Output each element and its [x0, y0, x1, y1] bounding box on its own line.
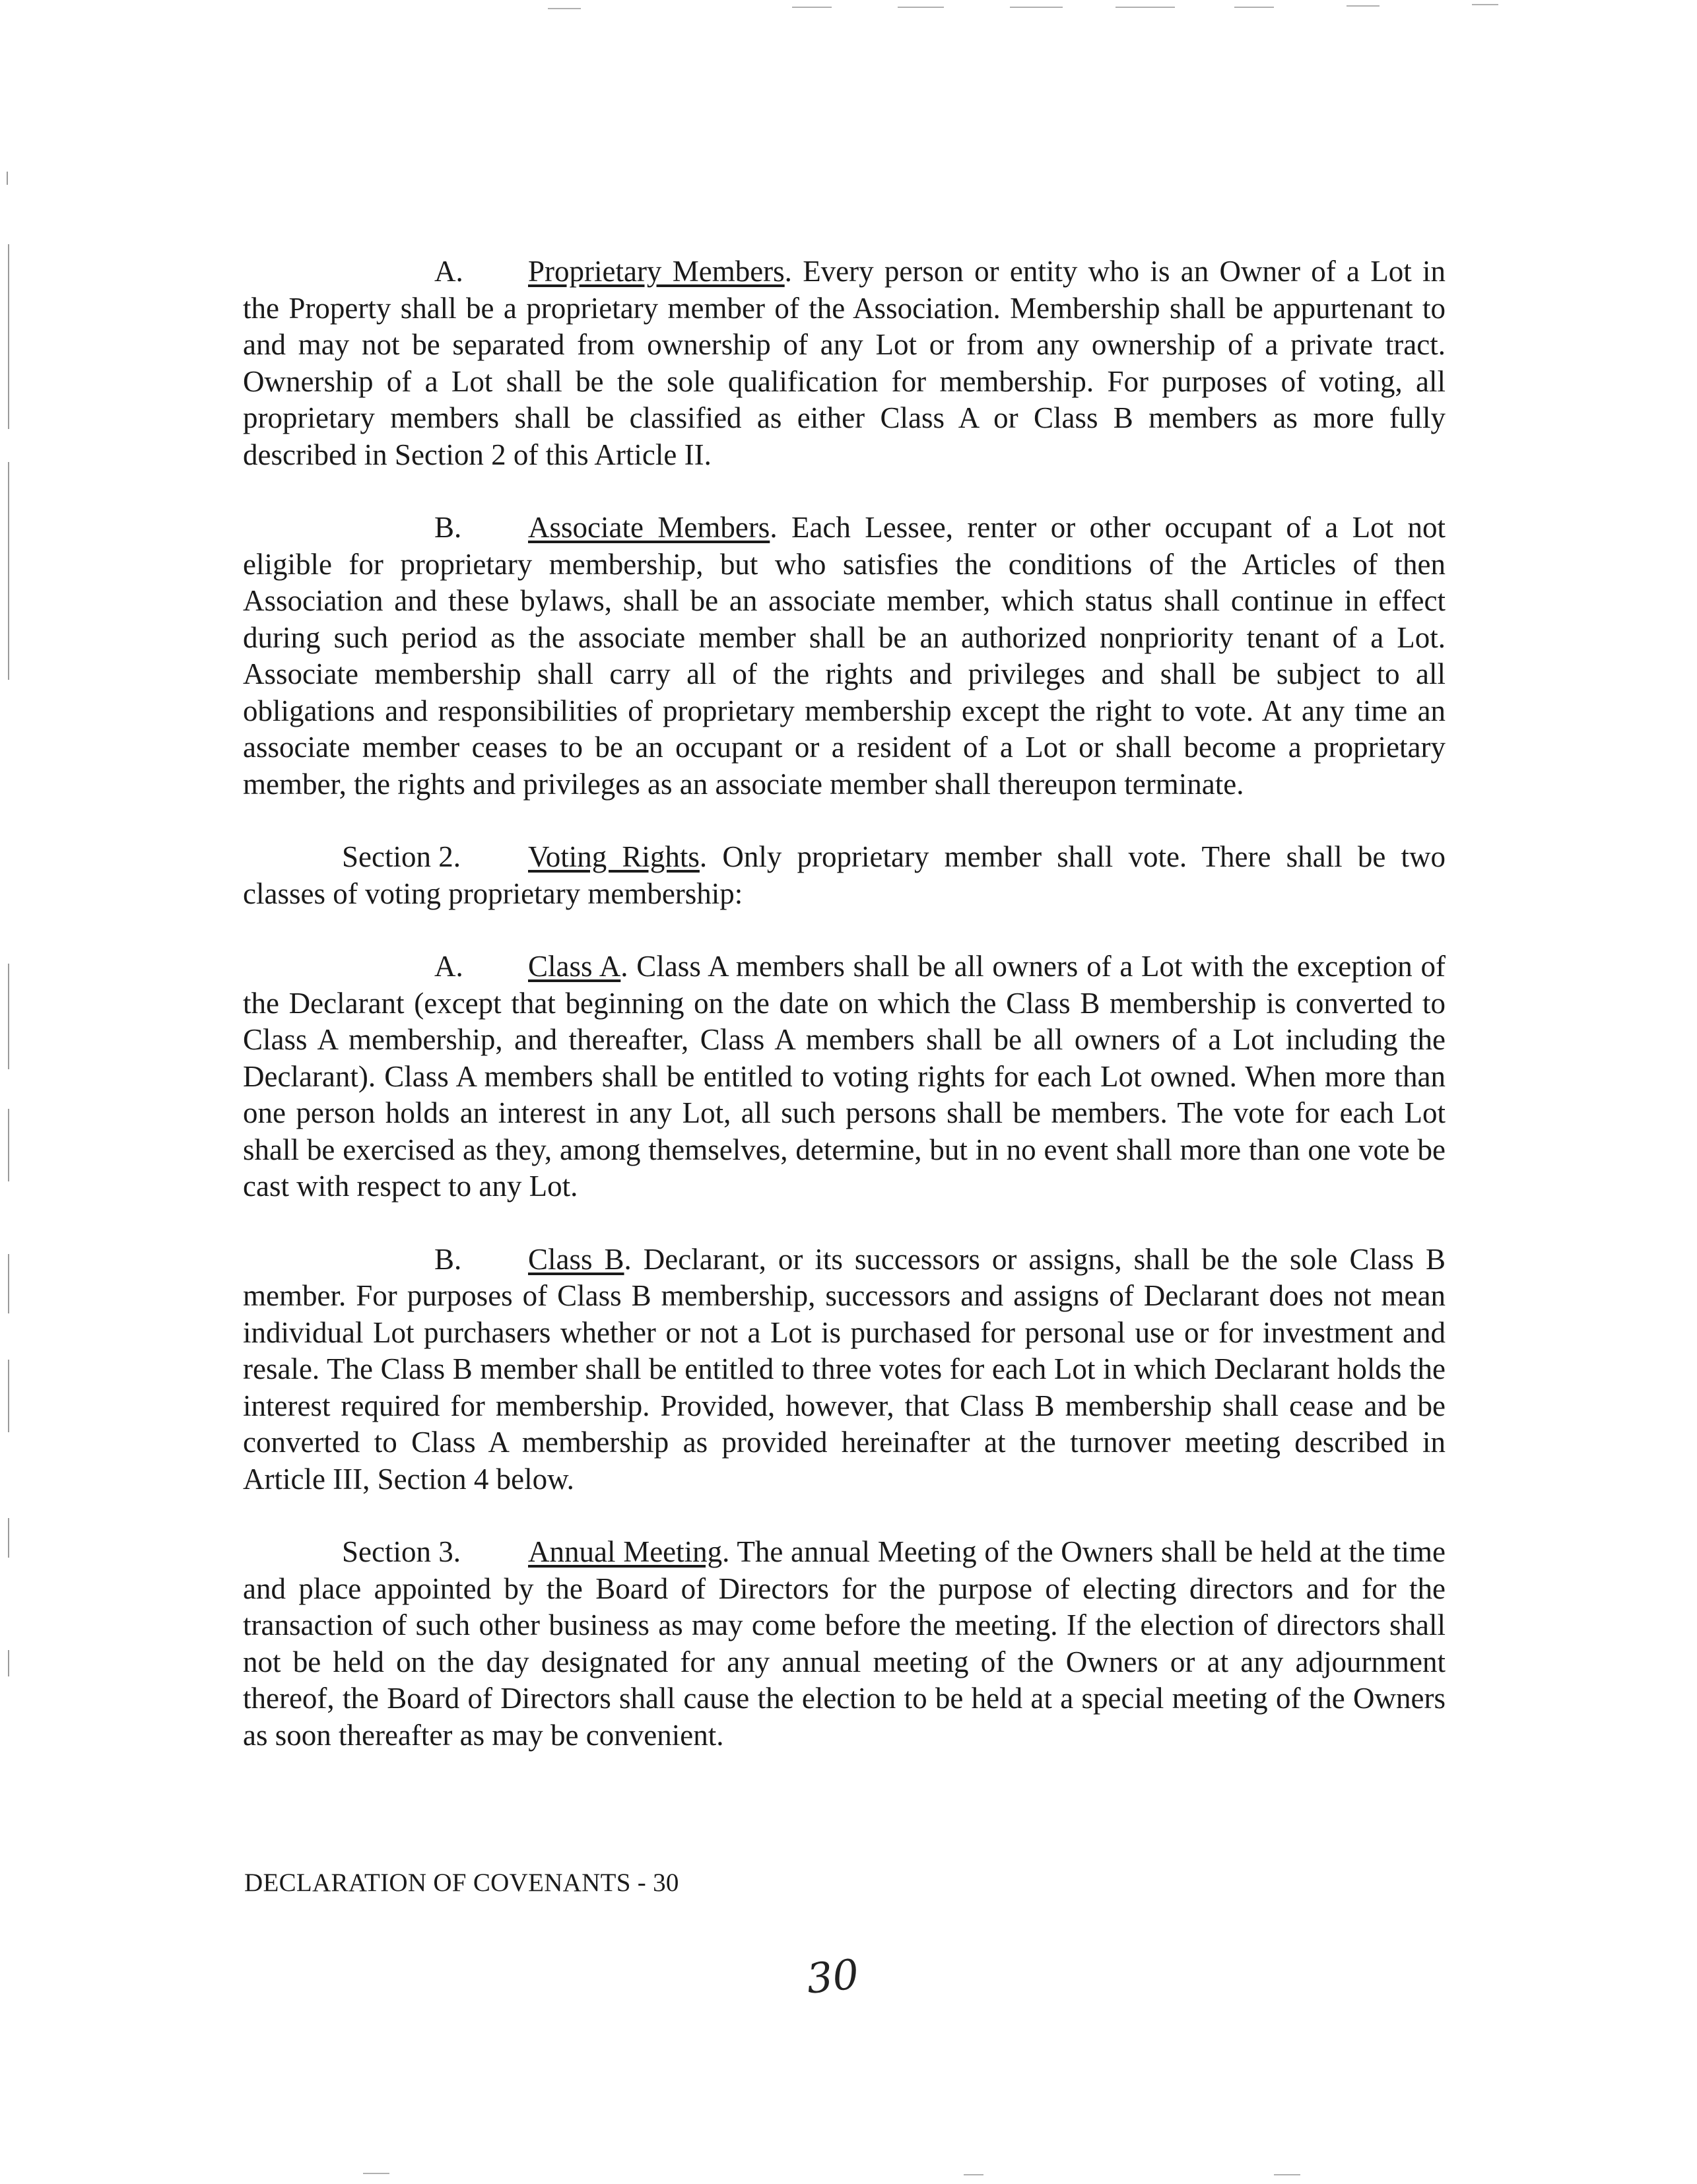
paragraph-class-b [243, 1241, 1446, 1498]
scan-top-dash [1234, 7, 1274, 8]
paragraph-class-a [243, 948, 1446, 1205]
paragraph-heading: Proprietary Members [528, 255, 785, 288]
paragraph-heading: Associate Members [528, 511, 770, 544]
paragraph-proprietary-members [243, 253, 1446, 473]
scan-top-dash [1010, 7, 1063, 8]
scan-bottom-dash [964, 2174, 983, 2175]
scan-top-dash [792, 7, 832, 8]
scan-bottom-dash [363, 2173, 389, 2174]
section-heading: Annual Meeting [528, 1535, 723, 1568]
document-body [243, 253, 1446, 1790]
section-2-voting-rights [243, 839, 1446, 912]
paragraph-text: . Declarant, or its successors or assigns, shall be the sole Class B member. For purposes of Class B membership, successors and assigns of Declarant does not mean individual Lot purchasers whether or not a Lot is purchased for personal use or for investment and resale. The Class B member shall be entitled to three votes for each Lot in which Declarant holds the interest required for membership. Provided, however, that Class B membership shall cease and be converted to Class A membership as provided hereinafter at the turnover meeting described in Article III, Section 4 below. [243, 1242, 1446, 1496]
scan-top-dash [1347, 5, 1380, 7]
handwritten-page-number: 30 [804, 1950, 861, 2003]
paragraph-heading: Class B [528, 1242, 624, 1276]
section-marker: Section 2. [342, 840, 461, 873]
scan-edge-mark [8, 1360, 9, 1432]
paragraph-text: . Class A members shall be all owners of a Lot with the exception of the Declarant (except that beginning on the date on which the Class B membership is converted to Class A membership, and thereafter, Class A members shall be all owners of a Lot including the Declarant). Class A members shall be entitled to voting rights for each Lot owned. When more than one person holds an interest in any Lot, all such persons shall be members. The vote for each Lot shall be exercised as they, among themselves, determine, but in no event shall more than one vote be cast with respect to any Lot. [243, 950, 1446, 1203]
scan-top-dash [548, 8, 581, 9]
scan-bottom-dash [1274, 2174, 1300, 2175]
section-text: . Only proprietary member shall vote. There shall be two classes of voting proprietary membership: [243, 840, 1446, 910]
scan-edge-mark [8, 462, 9, 680]
paragraph-marker: B. [434, 1242, 462, 1276]
section-3-annual-meeting [243, 1534, 1446, 1754]
paragraph-marker: A. [434, 255, 463, 288]
scan-top-dash [898, 7, 944, 8]
paragraph-associate-members [243, 510, 1446, 803]
scan-top-dash [1115, 7, 1175, 8]
paragraph-marker: A. [434, 950, 463, 983]
paragraph-text: . Each Lessee, renter or other occupant of a Lot not eligible for proprietary membership, but who satisfies the conditions of the Articles of then Association and these bylaws, shall be an associate member, which status shall continue in effect during such period as the associate member shall be an authorized nonpriority tenant of a Lot. Associate membership shall carry all of the rights and privileges and shall be subject to all obligations and responsibilities of proprietary membership except the right to vote. At any time an associate member ceases to be an occupant or a resident of a Lot or shall become a proprietary member, the rights and privileges as an associate member shall thereupon terminate. [243, 511, 1446, 801]
section-marker: Section 3. [342, 1535, 461, 1568]
section-text: . The annual Meeting of the Owners shall be held at the time and place appointed by the Board of Directors for the purpose of electing directors and for the transaction of such other business as may come before the meeting. If the election of directors shall not be held on the day designated for any annual meeting of the Owners or at any adjournment thereof, the Board of Directors shall cause the election to be held at a special meeting of the Owners as soon thereafter as may be convenient. [243, 1535, 1446, 1752]
section-heading: Voting Rights [528, 840, 700, 873]
scan-edge-mark [8, 1650, 9, 1676]
scan-edge-mark [8, 1109, 9, 1181]
scan-edge-mark [7, 172, 8, 185]
scan-edge-mark [8, 964, 9, 1069]
paragraph-marker: B. [434, 511, 462, 544]
scan-edge-mark [8, 1254, 9, 1313]
paragraph-heading: Class A [528, 950, 621, 983]
scan-edge-mark [8, 244, 9, 429]
scan-top-dash [1472, 4, 1498, 5]
scan-edge-mark [8, 1518, 9, 1558]
paragraph-text: . Every person or entity who is an Owner of a Lot in the Property shall be a proprietary member of the Association. Membership shall be appurtenant to and may not be separated from ownership of any Lot or from any ownership of a private tract. Ownership of a Lot shall be the sole qualification for membership. For purposes of voting, all proprietary members shall be classified as either Class A or Class B members as more fully described in Section 2 of this Article II. [243, 255, 1446, 471]
page-footer: DECLARATION OF COVENANTS - 30 [244, 1869, 679, 1897]
